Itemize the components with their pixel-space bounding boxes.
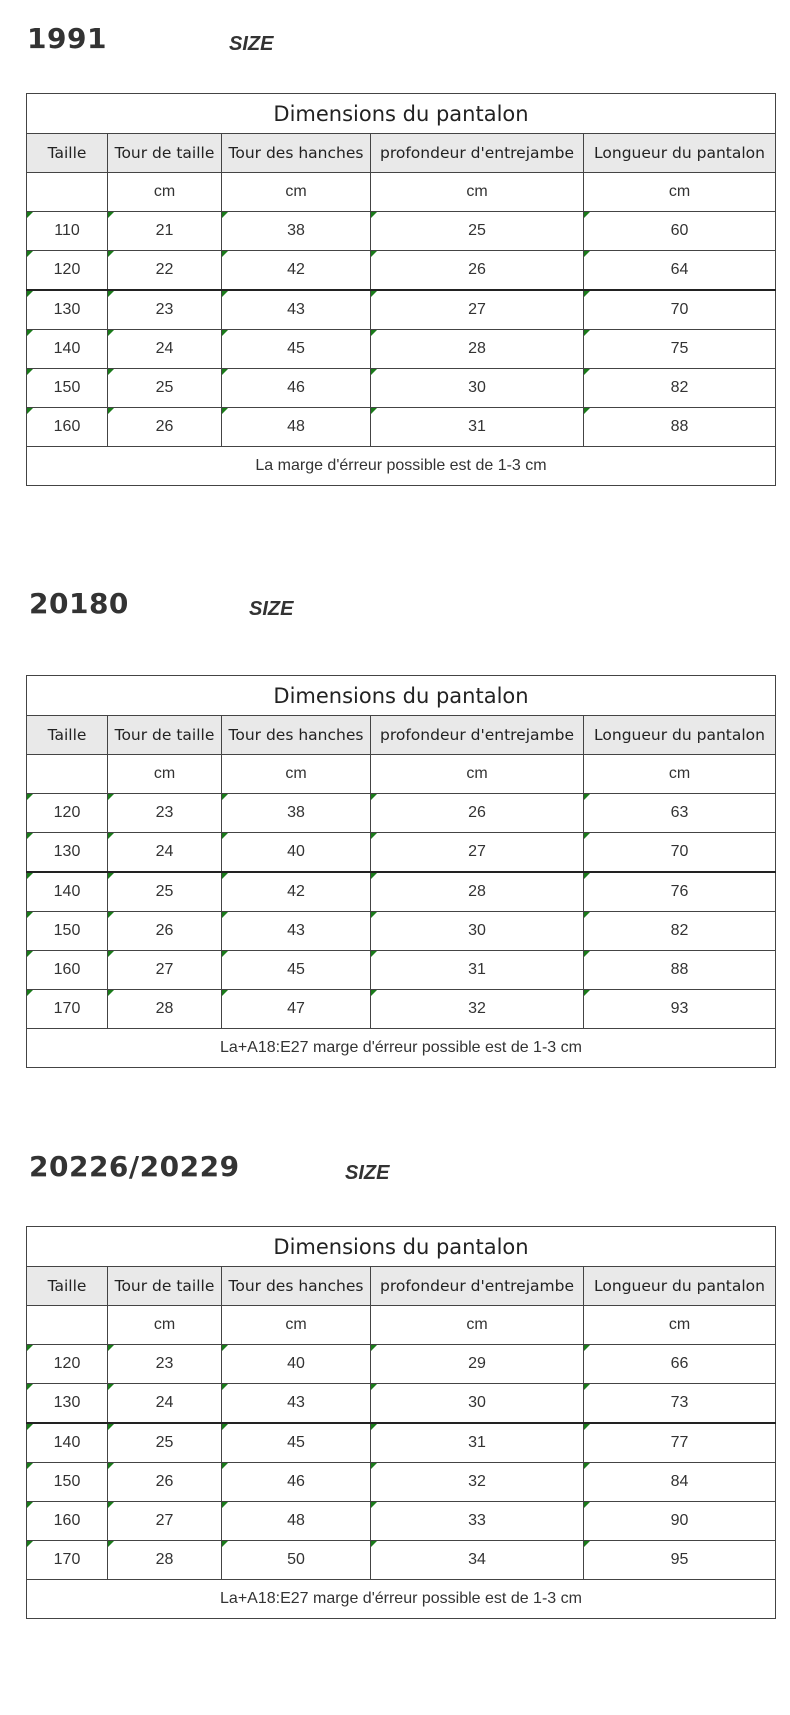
table-cell: 64 <box>584 251 776 291</box>
cell-corner-mark <box>108 1541 114 1547</box>
unit-cell <box>27 173 108 212</box>
table-cell: 47 <box>222 990 371 1029</box>
cell-corner-mark <box>222 794 228 800</box>
table-cell: 42 <box>222 251 371 291</box>
cell-corner-mark <box>584 1463 590 1469</box>
cell-corner-mark <box>371 1424 377 1430</box>
cell-corner-mark <box>584 1424 590 1430</box>
table-row <box>27 1384 776 1424</box>
model-number: 20180 <box>29 587 129 620</box>
cell-corner-mark <box>371 951 377 957</box>
header-entrejambe: profondeur d'entrejambe <box>371 1267 584 1306</box>
table-cell: 95 <box>584 1541 776 1580</box>
unit-cell: cm <box>222 755 371 794</box>
cell-corner-mark <box>584 1502 590 1508</box>
cell-corner-mark <box>27 408 33 414</box>
table-cell: 31 <box>371 951 584 990</box>
table-cell: 160 <box>27 408 108 447</box>
cell-corner-mark <box>108 912 114 918</box>
table-row <box>27 912 776 951</box>
table-title: Dimensions du pantalon <box>27 94 776 134</box>
table-row <box>27 1345 776 1384</box>
table-cell: 140 <box>27 330 108 369</box>
cell-corner-mark <box>222 1463 228 1469</box>
table-row <box>27 833 776 873</box>
cell-corner-mark <box>371 251 377 257</box>
table-title: Dimensions du pantalon <box>27 676 776 716</box>
cell-corner-mark <box>584 408 590 414</box>
table-cell: 34 <box>371 1541 584 1580</box>
header-longueur: Longueur du pantalon <box>584 1267 776 1306</box>
table-cell: 160 <box>27 951 108 990</box>
cell-corner-mark <box>371 1345 377 1351</box>
table-cell: 73 <box>584 1384 776 1424</box>
table-cell: 40 <box>222 833 371 873</box>
cell-corner-mark <box>108 330 114 336</box>
cell-corner-mark <box>222 912 228 918</box>
table-cell: 25 <box>108 872 222 912</box>
header-tour-de-taille: Tour de taille <box>108 134 222 173</box>
cell-corner-mark <box>27 873 33 879</box>
table-cell: 30 <box>371 369 584 408</box>
cell-corner-mark <box>108 873 114 879</box>
size-table <box>26 1226 776 1619</box>
unit-cell: cm <box>584 173 776 212</box>
table-cell: 28 <box>108 1541 222 1580</box>
table-cell: 23 <box>108 290 222 330</box>
table-cell: 30 <box>371 912 584 951</box>
header-taille: Taille <box>27 716 108 755</box>
cell-corner-mark <box>27 212 33 218</box>
cell-corner-mark <box>584 833 590 839</box>
header-tour-des-hanches: Tour des hanches <box>222 134 371 173</box>
cell-corner-mark <box>371 990 377 996</box>
header-taille: Taille <box>27 134 108 173</box>
cell-corner-mark <box>108 833 114 839</box>
cell-corner-mark <box>27 1345 33 1351</box>
cell-corner-mark <box>108 1345 114 1351</box>
cell-corner-mark <box>584 873 590 879</box>
table-cell: 70 <box>584 833 776 873</box>
table-cell: 75 <box>584 330 776 369</box>
table-cell: 32 <box>371 1463 584 1502</box>
cell-corner-mark <box>371 833 377 839</box>
table-cell: 66 <box>584 1345 776 1384</box>
table-cell: 63 <box>584 794 776 833</box>
table-cell: 70 <box>584 290 776 330</box>
unit-cell: cm <box>584 1306 776 1345</box>
cell-corner-mark <box>222 330 228 336</box>
cell-corner-mark <box>371 912 377 918</box>
table-cell: 31 <box>371 408 584 447</box>
table-cell: 26 <box>108 912 222 951</box>
cell-corner-mark <box>27 1424 33 1430</box>
cell-corner-mark <box>108 990 114 996</box>
table-cell: 140 <box>27 1423 108 1463</box>
table-cell: 140 <box>27 872 108 912</box>
table-cell: 120 <box>27 251 108 291</box>
cell-corner-mark <box>584 291 590 297</box>
header-entrejambe: profondeur d'entrejambe <box>371 134 584 173</box>
cell-corner-mark <box>584 1345 590 1351</box>
unit-cell: cm <box>371 173 584 212</box>
cell-corner-mark <box>222 1541 228 1547</box>
cell-corner-mark <box>108 951 114 957</box>
cell-corner-mark <box>27 794 33 800</box>
unit-cell: cm <box>108 1306 222 1345</box>
table-row <box>27 1541 776 1580</box>
table-cell: 88 <box>584 408 776 447</box>
cell-corner-mark <box>222 1345 228 1351</box>
table-cell: 46 <box>222 1463 371 1502</box>
cell-corner-mark <box>108 1463 114 1469</box>
table-cell: 28 <box>371 872 584 912</box>
cell-corner-mark <box>371 408 377 414</box>
error-margin-note: La marge d'érreur possible est de 1-3 cm <box>27 447 776 486</box>
cell-corner-mark <box>371 1463 377 1469</box>
cell-corner-mark <box>371 1502 377 1508</box>
table-cell: 45 <box>222 951 371 990</box>
table-cell: 30 <box>371 1384 584 1424</box>
table-cell: 22 <box>108 251 222 291</box>
cell-corner-mark <box>584 990 590 996</box>
table-cell: 38 <box>222 212 371 251</box>
cell-corner-mark <box>584 251 590 257</box>
unit-cell: cm <box>371 755 584 794</box>
cell-corner-mark <box>222 291 228 297</box>
error-margin-note: La+A18:E27 marge d'érreur possible est de 1-3 cm <box>27 1029 776 1068</box>
header-tour-de-taille: Tour de taille <box>108 1267 222 1306</box>
cell-corner-mark <box>371 212 377 218</box>
model-number: 20226/20229 <box>29 1150 240 1183</box>
cell-corner-mark <box>584 794 590 800</box>
cell-corner-mark <box>108 212 114 218</box>
header-entrejambe: profondeur d'entrejambe <box>371 716 584 755</box>
table-cell: 27 <box>371 290 584 330</box>
cell-corner-mark <box>584 1541 590 1547</box>
cell-corner-mark <box>108 369 114 375</box>
table-cell: 77 <box>584 1423 776 1463</box>
table-cell: 76 <box>584 872 776 912</box>
unit-cell: cm <box>371 1306 584 1345</box>
table-cell: 26 <box>108 408 222 447</box>
table-body <box>27 1345 776 1580</box>
table-row <box>27 369 776 408</box>
cell-corner-mark <box>222 990 228 996</box>
table-cell: 150 <box>27 369 108 408</box>
header-longueur: Longueur du pantalon <box>584 134 776 173</box>
table-cell: 28 <box>371 330 584 369</box>
cell-corner-mark <box>222 369 228 375</box>
unit-cell: cm <box>222 1306 371 1345</box>
table-cell: 120 <box>27 1345 108 1384</box>
cell-corner-mark <box>108 1384 114 1390</box>
table-cell: 25 <box>371 212 584 251</box>
error-margin-note: La+A18:E27 marge d'érreur possible est de 1-3 cm <box>27 1580 776 1619</box>
cell-corner-mark <box>27 990 33 996</box>
table-cell: 24 <box>108 330 222 369</box>
header-tour-des-hanches: Tour des hanches <box>222 716 371 755</box>
table-cell: 46 <box>222 369 371 408</box>
table-row <box>27 1502 776 1541</box>
cell-corner-mark <box>108 291 114 297</box>
table-cell: 150 <box>27 1463 108 1502</box>
cell-corner-mark <box>27 951 33 957</box>
cell-corner-mark <box>27 1541 33 1547</box>
size-table <box>26 675 776 1068</box>
unit-cell: cm <box>584 755 776 794</box>
cell-corner-mark <box>371 330 377 336</box>
unit-cell <box>27 1306 108 1345</box>
unit-cell <box>27 755 108 794</box>
table-cell: 170 <box>27 990 108 1029</box>
table-title: Dimensions du pantalon <box>27 1227 776 1267</box>
cell-corner-mark <box>222 1384 228 1390</box>
table-cell: 160 <box>27 1502 108 1541</box>
table-cell: 88 <box>584 951 776 990</box>
table-row <box>27 1463 776 1502</box>
table-cell: 26 <box>108 1463 222 1502</box>
cell-corner-mark <box>222 873 228 879</box>
table-cell: 43 <box>222 912 371 951</box>
cell-corner-mark <box>584 330 590 336</box>
model-number: 1991 <box>27 22 107 55</box>
size-label: SIZE <box>345 1162 390 1184</box>
cell-corner-mark <box>27 251 33 257</box>
cell-corner-mark <box>27 291 33 297</box>
header-longueur: Longueur du pantalon <box>584 716 776 755</box>
table-cell: 26 <box>371 251 584 291</box>
table-cell: 31 <box>371 1423 584 1463</box>
table-cell: 150 <box>27 912 108 951</box>
table-cell: 38 <box>222 794 371 833</box>
table-cell: 90 <box>584 1502 776 1541</box>
table-cell: 28 <box>108 990 222 1029</box>
table-cell: 25 <box>108 369 222 408</box>
table-cell: 130 <box>27 290 108 330</box>
table-row <box>27 408 776 447</box>
cell-corner-mark <box>108 1424 114 1430</box>
table-cell: 32 <box>371 990 584 1029</box>
cell-corner-mark <box>27 833 33 839</box>
table-row <box>27 990 776 1029</box>
cell-corner-mark <box>371 1384 377 1390</box>
cell-corner-mark <box>584 1384 590 1390</box>
table-cell: 50 <box>222 1541 371 1580</box>
cell-corner-mark <box>222 1424 228 1430</box>
size-label: SIZE <box>249 598 294 620</box>
header-tour-des-hanches: Tour des hanches <box>222 1267 371 1306</box>
cell-corner-mark <box>222 408 228 414</box>
cell-corner-mark <box>371 873 377 879</box>
cell-corner-mark <box>222 833 228 839</box>
table-row <box>27 212 776 251</box>
table-cell: 29 <box>371 1345 584 1384</box>
cell-corner-mark <box>584 912 590 918</box>
cell-corner-mark <box>222 951 228 957</box>
table-cell: 42 <box>222 872 371 912</box>
unit-cell: cm <box>108 173 222 212</box>
cell-corner-mark <box>27 912 33 918</box>
cell-corner-mark <box>222 251 228 257</box>
cell-corner-mark <box>584 951 590 957</box>
cell-corner-mark <box>222 212 228 218</box>
table-row <box>27 290 776 330</box>
size-table <box>26 93 776 486</box>
cell-corner-mark <box>108 408 114 414</box>
unit-cell: cm <box>108 755 222 794</box>
header-tour-de-taille: Tour de taille <box>108 716 222 755</box>
table-cell: 23 <box>108 794 222 833</box>
cell-corner-mark <box>371 369 377 375</box>
table-cell: 43 <box>222 1384 371 1424</box>
table-row <box>27 951 776 990</box>
cell-corner-mark <box>108 794 114 800</box>
unit-cell: cm <box>222 173 371 212</box>
table-row <box>27 794 776 833</box>
table-cell: 82 <box>584 912 776 951</box>
table-cell: 130 <box>27 833 108 873</box>
size-label: SIZE <box>229 33 274 55</box>
cell-corner-mark <box>27 369 33 375</box>
table-cell: 60 <box>584 212 776 251</box>
table-cell: 24 <box>108 1384 222 1424</box>
table-cell: 21 <box>108 212 222 251</box>
cell-corner-mark <box>222 1502 228 1508</box>
cell-corner-mark <box>584 369 590 375</box>
table-cell: 170 <box>27 1541 108 1580</box>
table-cell: 23 <box>108 1345 222 1384</box>
table-cell: 40 <box>222 1345 371 1384</box>
table-cell: 24 <box>108 833 222 873</box>
table-cell: 120 <box>27 794 108 833</box>
cell-corner-mark <box>584 212 590 218</box>
table-cell: 25 <box>108 1423 222 1463</box>
cell-corner-mark <box>371 291 377 297</box>
cell-corner-mark <box>371 1541 377 1547</box>
header-taille: Taille <box>27 1267 108 1306</box>
table-cell: 130 <box>27 1384 108 1424</box>
cell-corner-mark <box>27 1463 33 1469</box>
table-row <box>27 872 776 912</box>
cell-corner-mark <box>27 1384 33 1390</box>
table-cell: 33 <box>371 1502 584 1541</box>
table-cell: 82 <box>584 369 776 408</box>
table-cell: 84 <box>584 1463 776 1502</box>
table-cell: 48 <box>222 408 371 447</box>
table-cell: 27 <box>108 1502 222 1541</box>
cell-corner-mark <box>108 251 114 257</box>
table-cell: 45 <box>222 1423 371 1463</box>
cell-corner-mark <box>371 794 377 800</box>
table-cell: 93 <box>584 990 776 1029</box>
table-cell: 27 <box>371 833 584 873</box>
table-body <box>27 212 776 447</box>
table-cell: 43 <box>222 290 371 330</box>
cell-corner-mark <box>108 1502 114 1508</box>
table-body <box>27 794 776 1029</box>
table-row <box>27 330 776 369</box>
cell-corner-mark <box>27 1502 33 1508</box>
table-row <box>27 251 776 291</box>
table-cell: 27 <box>108 951 222 990</box>
cell-corner-mark <box>27 330 33 336</box>
table-cell: 26 <box>371 794 584 833</box>
table-cell: 48 <box>222 1502 371 1541</box>
table-row <box>27 1423 776 1463</box>
table-cell: 110 <box>27 212 108 251</box>
table-cell: 45 <box>222 330 371 369</box>
